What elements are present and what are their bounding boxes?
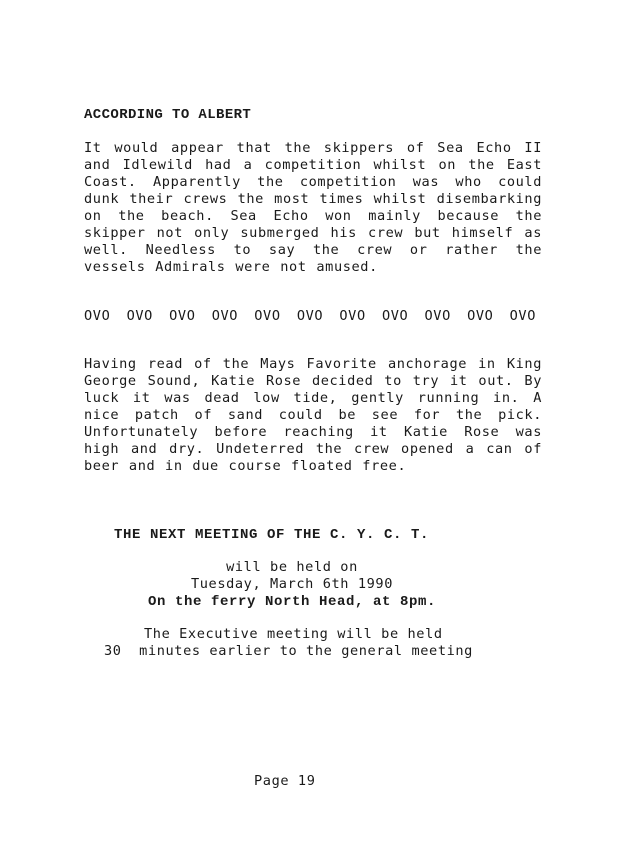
ovo-mark: OVO — [84, 308, 111, 324]
meeting-date: Tuesday, March 6th 1990 — [190, 576, 394, 592]
ovo-mark: OVO — [509, 308, 536, 324]
ovo-mark: OVO — [339, 308, 366, 324]
ovo-mark: OVO — [296, 308, 324, 324]
page-number: Page 19 — [254, 773, 316, 789]
meeting-line-held: will be held on — [226, 559, 358, 575]
ovo-mark: OVO — [169, 308, 196, 324]
meeting-location: On the ferry North Head, at 8pm. — [147, 594, 437, 610]
minutes-text: minutes earlier to the general meeting — [139, 643, 473, 659]
paragraph-albert: It would appear that the skippers of Sea Echo II and Idlewild had a competition whilst on the East Coast. Apparently the competition was who could dunk their crews the most times whilst disembarking on the beach. Sea Echo won mainly because the skipper not only submerged his crew but himself as well. Needless to say the crew or rather the vessels Admirals were not amused. — [84, 140, 542, 275]
ovo-mark: OVO — [254, 308, 281, 324]
ovo-separator — [84, 308, 536, 324]
ovo-mark: OVO — [211, 308, 239, 324]
meeting-title: THE NEXT MEETING OF THE C. Y. C. T. — [114, 527, 430, 543]
paragraph-katie-rose: Having read of the Mays Favorite anchorage in King George Sound, Katie Rose decided to try it out. By luck it was dead low tide, gently running in. A nice patch of sand could be see for the pick. Unfortunately before reaching it Katie Rose was high and dry. Undeterred the crew opened a can of beer and in due course floated free. — [84, 356, 542, 474]
executive-meeting-line: The Executive meeting will be held — [144, 626, 443, 642]
ovo-mark: OVO — [467, 308, 494, 324]
section-heading: ACCORDING TO ALBERT — [84, 107, 252, 123]
minutes-number: 30 — [104, 643, 122, 659]
ovo-mark: OVO — [126, 308, 153, 324]
executive-meeting-time — [104, 643, 473, 659]
ovo-mark: OVO — [424, 308, 451, 324]
ovo-mark: OVO — [381, 308, 409, 324]
